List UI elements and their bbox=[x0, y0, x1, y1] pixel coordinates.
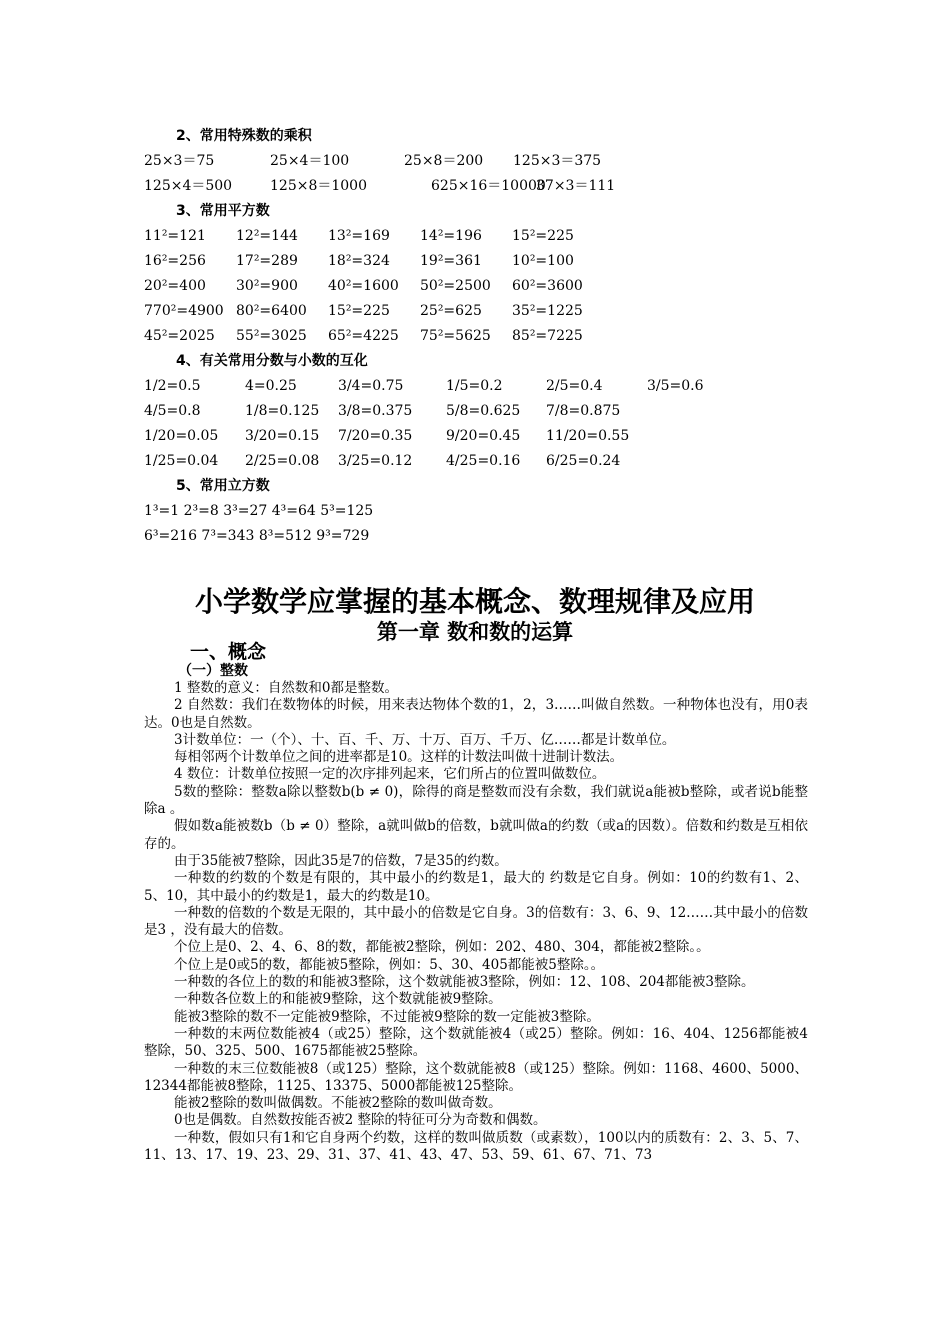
fraction-item: 9/20=0.45 bbox=[446, 428, 521, 444]
paragraph: 假如数a能被数b（b ≠ 0）整除，a就叫做b的倍数，b就叫做a的约数（或a的因数）。倍数和约数是互相依存的。 bbox=[144, 818, 808, 852]
fraction-item: 4/25=0.16 bbox=[446, 453, 521, 469]
fraction-item: 4/5=0.8 bbox=[144, 403, 201, 419]
fraction-item: 2/5=0.4 bbox=[546, 378, 603, 394]
paragraph: 能被2整除的数叫做偶数。不能被2整除的数叫做奇数。 bbox=[174, 1095, 502, 1112]
square-item: 80²=6400 bbox=[236, 303, 307, 319]
product-item: 25×8＝200 bbox=[404, 153, 484, 169]
square-item: 55²=3025 bbox=[236, 328, 307, 344]
fraction-item: 7/8=0.875 bbox=[546, 403, 621, 419]
fraction-item: 7/20=0.35 bbox=[338, 428, 413, 444]
fraction-item: 6/25=0.24 bbox=[546, 453, 621, 469]
cubes-row-2: 6³=216 7³=343 8³=512 9³=729 bbox=[144, 528, 370, 544]
fraction-item: 1/25=0.04 bbox=[144, 453, 219, 469]
paragraph: 一种数的末两位数能被4（或25）整除，这个数就能被4（或25）整除。例如：16、404、1256都能被4整除，50、325、500、1675都能被25整除。 bbox=[144, 1025, 808, 1060]
square-item: 60²=3600 bbox=[512, 278, 583, 294]
square-item: 17²=289 bbox=[236, 253, 298, 269]
fraction-item: 3/20=0.15 bbox=[245, 428, 320, 444]
paragraph: 个位上是0、2、4、6、8的数，都能被2整除，例如：202、480、304，都能被2整除。。 bbox=[174, 939, 710, 956]
part-title: 一、概念 bbox=[190, 641, 267, 663]
paragraph: 一种数的约数的个数是有限的，其中最小的约数是1，最大的 约数是它自身。例如：10的约数有1、2、5、10，其中最小的约数是1，最大的约数是10。 bbox=[144, 870, 808, 904]
fraction-item: 1/2=0.5 bbox=[144, 378, 201, 394]
square-item: 75²=5625 bbox=[420, 328, 491, 344]
paragraph: 个位上是0或5的数，都能被5整除，例如：5、30、405都能被5整除。。 bbox=[174, 956, 605, 973]
section-4-title: 4、有关常用分数与小数的互化 bbox=[176, 353, 368, 369]
fraction-item: 1/20=0.05 bbox=[144, 428, 219, 444]
square-item: 30²=900 bbox=[236, 278, 298, 294]
product-item: 25×3＝75 bbox=[144, 153, 215, 169]
section-2-title: 2、常用特殊数的乘积 bbox=[176, 128, 312, 144]
cubes-row-1: 1³=1 2³=8 3³=27 4³=64 5³=125 bbox=[144, 503, 374, 519]
paragraph: 一种数的末三位数能被8（或125）整除，这个数就能被8（或125）整除。例如：1168、4600、5000、12344都能被8整除，1125、13375、5000都能被125整除。 bbox=[144, 1060, 808, 1094]
body-text bbox=[144, 680, 808, 1164]
fraction-item: 11/20=0.55 bbox=[546, 428, 630, 444]
fraction-item: 3/4=0.75 bbox=[338, 378, 404, 394]
fraction-item: 1/5=0.2 bbox=[446, 378, 503, 394]
fraction-item: 5/8=0.625 bbox=[446, 403, 521, 419]
fraction-item: 3/5=0.6 bbox=[647, 378, 704, 394]
paragraph: 5数的整除：整数a除以整数b(b ≠ 0)，除得的商是整数而没有余数，我们就说a能被b整除，或者说b能整除a 。 bbox=[144, 783, 808, 818]
square-item: 15²=225 bbox=[512, 228, 574, 244]
product-item: 125×4＝500 bbox=[144, 178, 233, 194]
square-item: 19²=361 bbox=[420, 253, 482, 269]
paragraph: 4 数位：计数单位按照一定的次序排列起来，它们所占的位置叫做数位。 bbox=[174, 766, 606, 783]
fraction-item: 4=0.25 bbox=[245, 378, 297, 394]
square-item: 20²=400 bbox=[144, 278, 206, 294]
product-item: 125×3＝375 bbox=[513, 153, 602, 169]
square-item: 16²=256 bbox=[144, 253, 206, 269]
square-item: 13²=169 bbox=[328, 228, 390, 244]
square-item: 25²=625 bbox=[420, 303, 482, 319]
paragraph: 3计数单位：一（个）、十、百、千、万、十万、百万、千万、亿……都是计数单位。 bbox=[174, 731, 676, 748]
paragraph: 一种数的倍数的个数是无限的，其中最小的倍数是它自身。3的倍数有：3、6、9、12……其中最小的倍数是3 ，没有最大的倍数。 bbox=[144, 904, 808, 939]
fraction-item: 3/8=0.375 bbox=[338, 403, 413, 419]
fraction-item: 1/8=0.125 bbox=[245, 403, 320, 419]
paragraph: 每相邻两个计数单位之间的进率都是10。这样的计数法叫做十进制计数法。 bbox=[174, 749, 624, 766]
fraction-item: 2/25=0.08 bbox=[245, 453, 320, 469]
paragraph: 由于35能被7整除，因此35是7的倍数，7是35的约数。 bbox=[174, 852, 508, 869]
paragraph: 0也是偶数。自然数按能否被2 整除的特征可分为奇数和偶数。 bbox=[174, 1112, 547, 1129]
paragraph: 2 自然数：我们在数物体的时候，用来表达物体个数的1，2，3……叫做自然数。一种物体也没有，用0表达。0也是自然数。 bbox=[144, 697, 808, 731]
square-item: 11²=121 bbox=[144, 228, 206, 244]
paragraph: 一种数的各位上的数的和能被3整除，这个数就能被3整除，例如：12、108、204都能被3整除。 bbox=[174, 974, 755, 991]
square-item: 85²=7225 bbox=[512, 328, 583, 344]
paragraph: 一种数各位数上的和能被9整除，这个数就能被9整除。 bbox=[174, 991, 502, 1008]
square-item: 10²=100 bbox=[512, 253, 574, 269]
subpart-title: （一）整数 bbox=[178, 663, 248, 679]
section-5-title: 5、常用立方数 bbox=[176, 478, 270, 494]
square-item: 35²=1225 bbox=[512, 303, 583, 319]
square-item: 12²=144 bbox=[236, 228, 298, 244]
square-item: 770²=4900 bbox=[144, 303, 224, 319]
square-item: 45²=2025 bbox=[144, 328, 215, 344]
square-item: 65²=4225 bbox=[328, 328, 399, 344]
product-item: 25×4＝100 bbox=[270, 153, 350, 169]
paragraph: 一种数，假如只有1和它自身两个约数，这样的数叫做质数（或素数），100以内的质数有：2、3、5、7、11、13、17、19、23、29、31、37、41、43、47、53、59、61、67、71、73 bbox=[144, 1129, 808, 1164]
chapter-title: 第一章 数和数的运算 bbox=[376, 619, 574, 644]
square-item: 50²=2500 bbox=[420, 278, 491, 294]
section-3-title: 3、常用平方数 bbox=[176, 203, 270, 219]
paragraph: 能被3整除的数不一定能被9整除，不过能被9整除的数一定能被3整除。 bbox=[174, 1008, 600, 1025]
square-item: 15²=225 bbox=[328, 303, 390, 319]
product-item: 125×8＝1000 bbox=[270, 178, 367, 194]
paragraph: 1 整数的意义：自然数和0都是整数。 bbox=[174, 680, 398, 696]
fraction-item: 3/25=0.12 bbox=[338, 453, 413, 469]
square-item: 18²=324 bbox=[328, 253, 390, 269]
square-item: 14²=196 bbox=[420, 228, 482, 244]
square-item: 40²=1600 bbox=[328, 278, 399, 294]
product-item: 625×16＝10000 bbox=[431, 178, 546, 194]
main-title: 小学数学应掌握的基本概念、数理规律及应用 bbox=[194, 585, 755, 618]
product-item: 37×3＝111 bbox=[536, 178, 616, 194]
